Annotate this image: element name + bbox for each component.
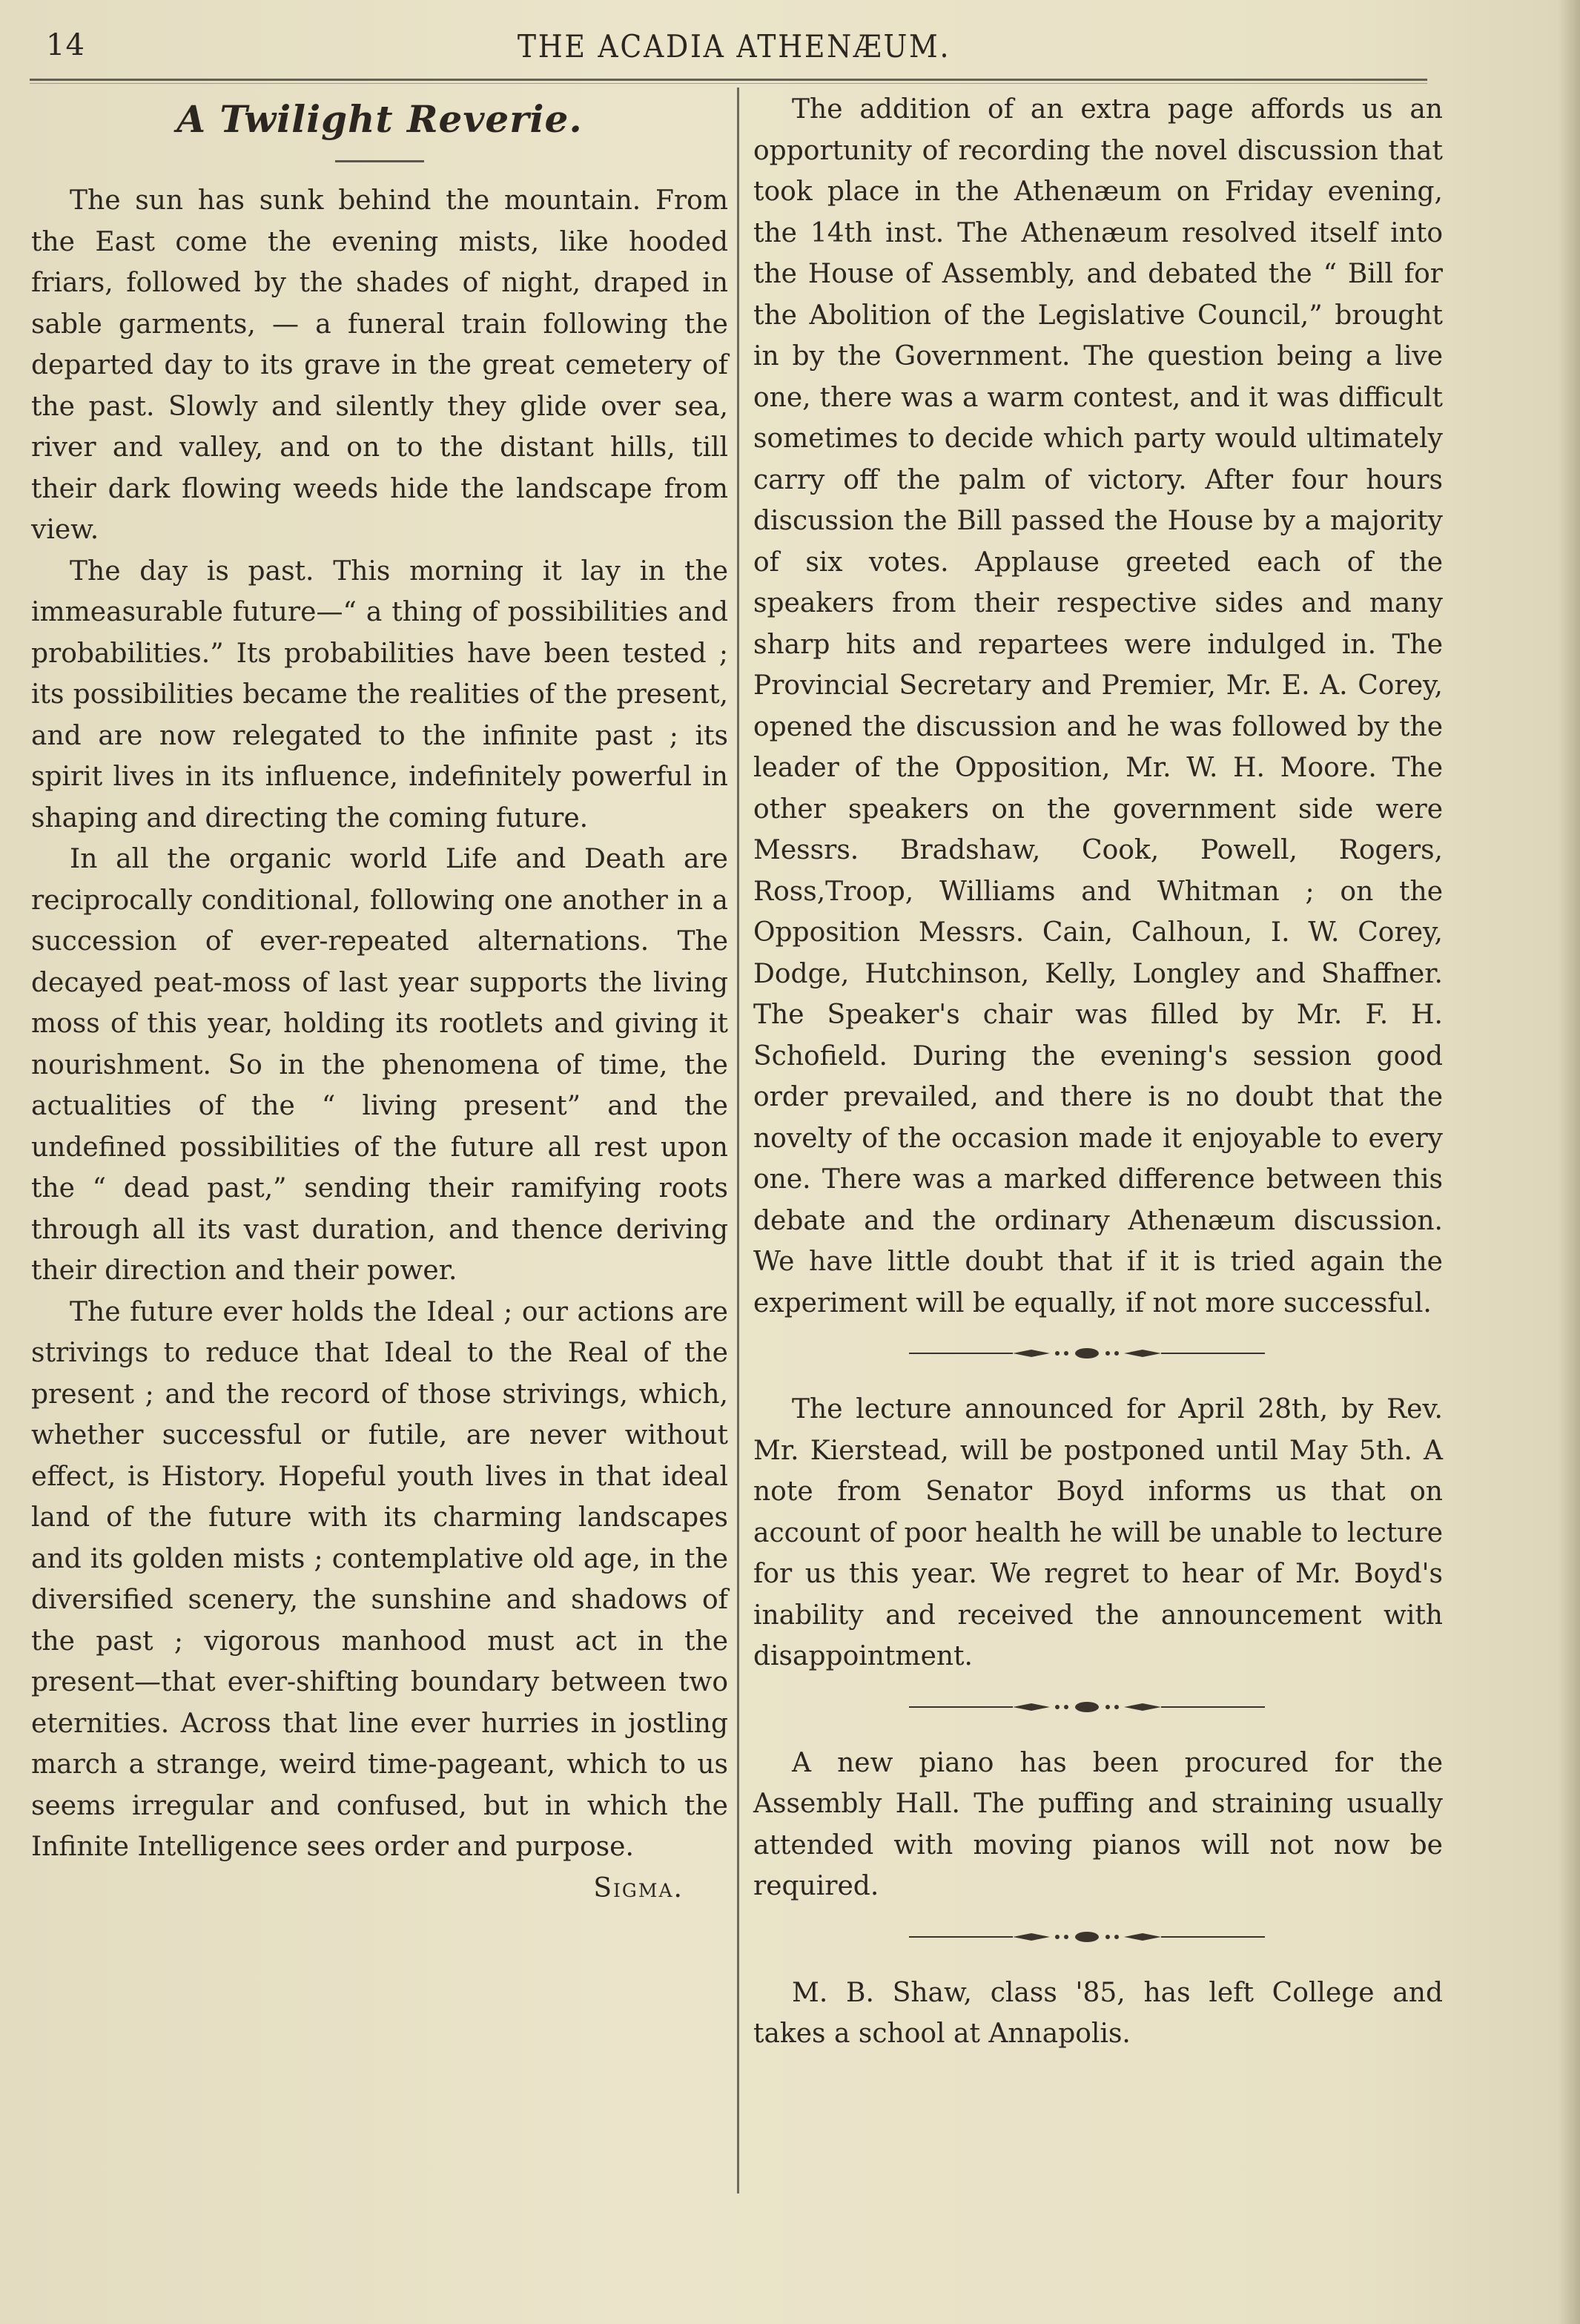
left-column (31, 89, 728, 1904)
ornamental-divider (753, 1324, 1443, 1389)
header-rule (30, 79, 1427, 81)
column-divider (737, 88, 739, 2193)
article-paragraph: In all the organic world Life and Death are reciprocally conditional, following one another in a succession of ever-repeated alternations. The decayed peat-moss of last year supports the living moss of this year, holding its rootlets and giving it nourishment. So in the phenomena of time, the actualities of the “ living present” and the undefined possibilities of the future all rest upon the “ dead past,” sending their ramifying roots through all its vast duration, and thence deriving their direction and their power. (31, 844, 728, 1286)
news-item-debate: The addition of an extra page affords us an opportunity of recording the novel discussion that took place in the Athenæum on Friday evening, the 14th inst. The Athenæum resolved itself into the House of Assembly, and debated the “ Bill for the Abolition of the Legislative Council,” brought in by the Government. The question being a live one, there was a warm contest, and it was difficult sometimes to decide which party would ultimately carry off the palm of victory. After four hours discussion the Bill passed the House by a majority of six votes. Applause greeted each of the speakers from their respective sides and many sharp hits and repartees were indulged in. The Provincial Secretary and Premier, Mr. E. A. Corey, opened the discussion and he was followed by the leader of the Opposition, Mr. W. H. Moore. The other speakers on the government side were Messrs. Bradshaw, Cook, Powell, Rogers, Ross,Troop, Williams and Whitman ; on the Opposition Messrs. Cain, Calhoun, I. W. Corey, Dodge, Hutchinson, Kelly, Longley and Shaffner. The Speaker's chair was filled by Mr. F. H. Schofield. During the evening's session good order prevailed, and there is no doubt that the novelty of the occasion made it enjoyable to every one. There was a marked difference between this debate and the ordinary Athenæum discussion. We have little doubt that if it is tried again the experiment will be equally, if not more successful. (753, 94, 1443, 1318)
journal-title: THE ACADIA ATHENÆUM. (517, 28, 951, 65)
news-item-piano: A new piano has been procured for the Assembly Hall. The puffing and straining usually attended with moving pianos will not now be required. (753, 1747, 1443, 1901)
ornamental-divider (753, 1907, 1443, 1973)
title-rule (335, 160, 424, 162)
article-paragraph: The sun has sunk behind the mountain. From the East come the evening mists, like hooded friars, followed by the shades of night, draped in sable garments, — a funeral train following the departed day to its grave in the great cemetery of the past. Slowly and silently they glide over sea, river and valley, and on to the distant hills, till their dark flowing weeds hide the landscape from view. (31, 185, 728, 545)
news-item-lecture: The lecture announced for April 28th, by Rev. Mr. Kierstead, will be postponed until May 5th. A note from Senator Boyd informs us that on account of poor health he will be unable to lecture for us this year. We regret to hear of Mr. Boyd's inability and received the announcement with disappointment. (753, 1394, 1443, 1671)
author-signature: Sigma. (593, 1872, 684, 1904)
ornamental-divider (753, 1677, 1443, 1743)
ornament-rule-icon (909, 1346, 1265, 1361)
page-number: 14 (46, 28, 85, 62)
article-paragraph: The day is past. This morning it lay in the immeasurable future—“ a thing of possibilities and probabilities.” Its probabilities have been tested ; its possibilities became the realities of the present, and are now relegated to the infinite past ; its spirit lives in its influence, indefinitely powerful in shaping and directing the coming future. (31, 555, 728, 833)
news-item-shaw: M. B. Shaw, class '85, has left College and takes a school at Annapolis. (753, 1977, 1443, 2049)
article-title: A Twilight Reverie. (176, 97, 583, 141)
page-binding-shadow (1558, 0, 1580, 2324)
header-rule-thin (30, 83, 1427, 84)
right-column (753, 89, 1443, 2055)
running-header (30, 21, 1438, 73)
article-paragraph: The future ever holds the Ideal ; our actions are strivings to reduce that Ideal to the Real of the present ; and the record of those strivings, which, whether successful or futile, are never without effect, is History. Hopeful youth lives in that ideal land of the future with its charming landscapes and its golden mists ; contemplative old age, in the diversified scenery, the sunshine and shadows of the past ; vigorous manhood must act in the present—that ever-shifting boundary between two eternities. Across that line ever hurries in jostling march a strange, weird time-pageant, which to us seems irregular and confused, but in which the Infinite Intelligence sees order and purpose. (31, 1296, 728, 1862)
ornament-rule-icon (909, 1929, 1265, 1944)
ornament-rule-icon (909, 1700, 1265, 1714)
